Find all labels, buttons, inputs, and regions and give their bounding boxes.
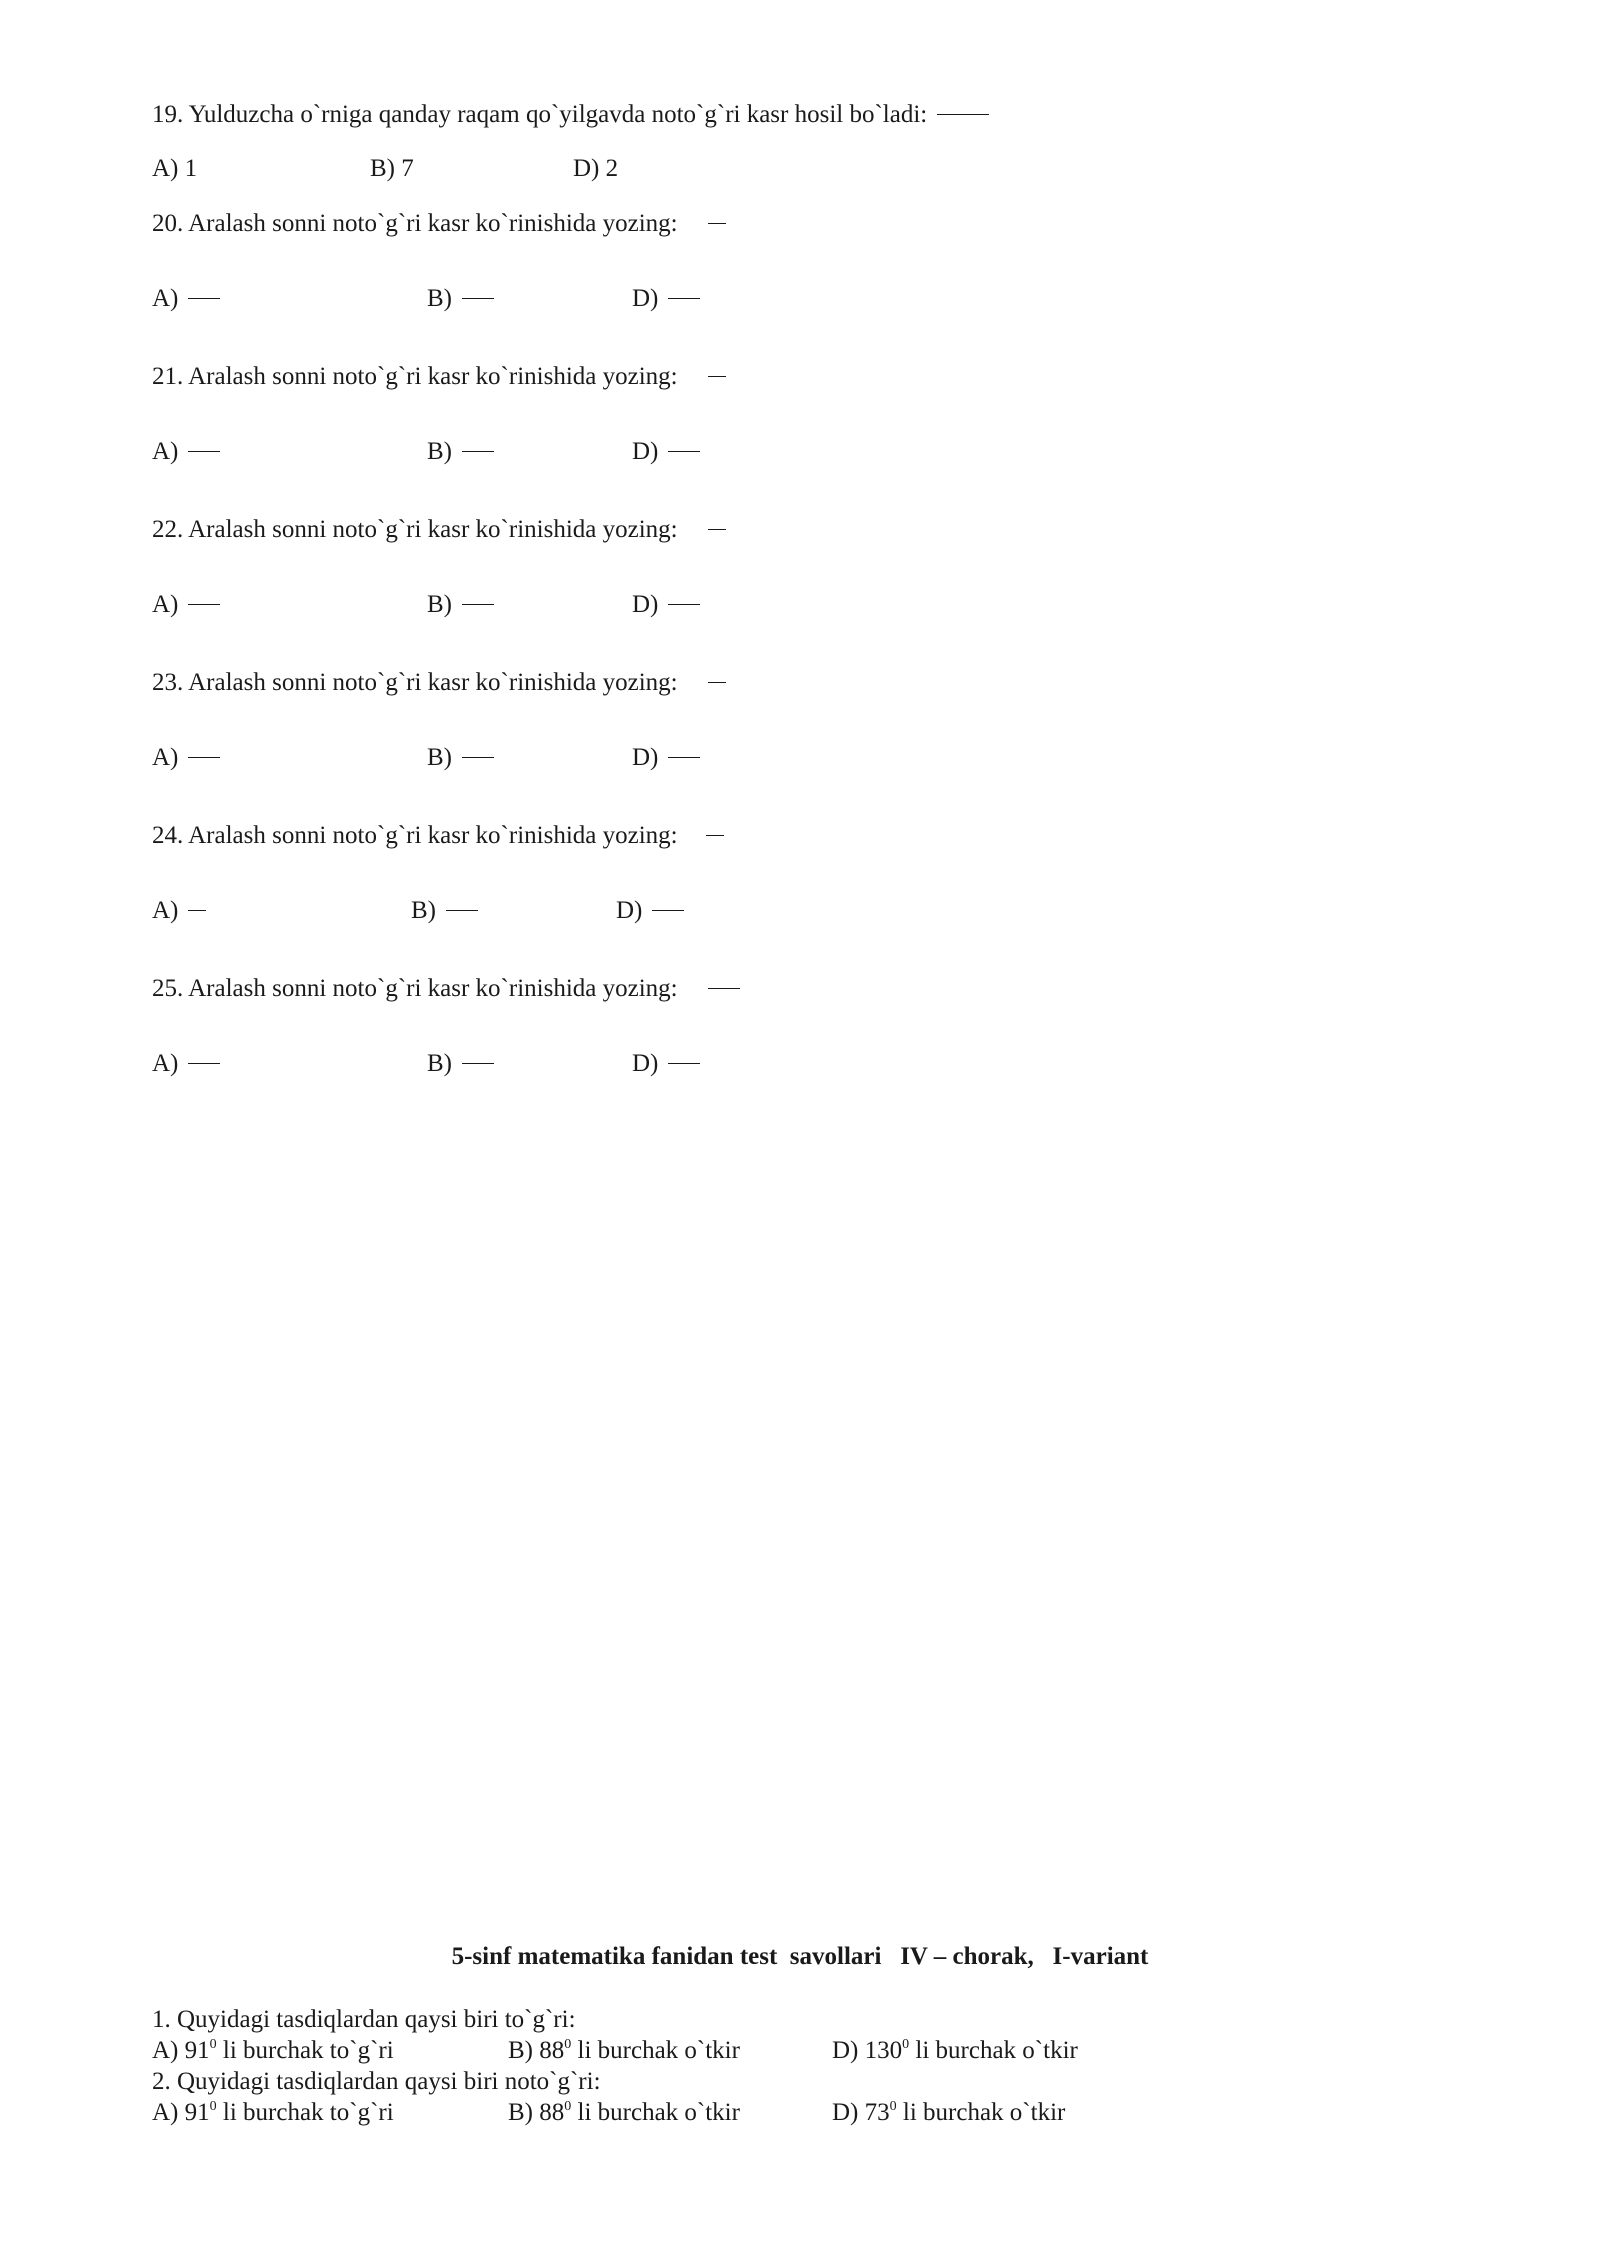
q19-option-d: D) 2 <box>573 155 619 182</box>
q21-option-d: D) <box>632 437 700 467</box>
q21-option-a: A) <box>152 437 220 467</box>
aq2-option-d: D) $73^0$ li burchak o`tkir <box>832 2099 1066 2126</box>
fraction-placeholder <box>937 114 989 115</box>
q20-option-b: B) <box>427 284 494 314</box>
fraction-placeholder <box>708 376 726 377</box>
q23-option-b: B) <box>427 743 494 773</box>
fraction-placeholder <box>708 682 726 683</box>
question-23 <box>152 668 726 698</box>
q25-option-a: A) <box>152 1049 220 1079</box>
q22-option-d: D) <box>632 590 700 620</box>
aq1-option-b: B) $88^0$ li burchak o`tkir <box>508 2037 740 2064</box>
question-20 <box>152 209 726 239</box>
question-25 <box>152 974 740 1004</box>
fraction-placeholder <box>708 223 726 224</box>
aq1-option-a: A) $91^0$ li burchak to`g`ri <box>152 2037 394 2064</box>
q24-option-a: A) <box>152 896 206 926</box>
fraction-placeholder <box>706 835 724 836</box>
question-22-text: 22. Aralash sonni noto`g`ri kasr ko`rinishida yozing: <box>152 516 678 543</box>
section-title: 5-sinf matematika fanidan test savollari IV – chorak, I-variant <box>451 1943 1149 1970</box>
question-20-text: 20. Aralash sonni noto`g`ri kasr ko`rinishida yozing: <box>152 210 678 237</box>
q24-option-d: D) <box>616 896 684 926</box>
q20-option-a: A) <box>152 284 220 314</box>
question-24-text: 24. Aralash sonni noto`g`ri kasr ko`rinishida yozing: <box>152 822 678 849</box>
q25-option-b: B) <box>427 1049 494 1079</box>
q23-option-d: D) <box>632 743 700 773</box>
q24-option-b: B) <box>411 896 478 926</box>
q19-option-b: B) 7 <box>370 155 414 182</box>
aq2-option-a: A) $91^0$ li burchak to`g`ri <box>152 2099 394 2126</box>
q23-option-a: A) <box>152 743 220 773</box>
q22-option-b: B) <box>427 590 494 620</box>
question-21 <box>152 362 726 392</box>
q20-option-d: D) <box>632 284 700 314</box>
angle-question-1: 1. Quyidagi tasdiqlardan qaysi biri to`g`ri: <box>152 2006 576 2033</box>
question-23-text: 23. Aralash sonni noto`g`ri kasr ko`rinishida yozing: <box>152 669 678 696</box>
q19-option-a: A) 1 <box>152 155 198 182</box>
q22-option-a: A) <box>152 590 220 620</box>
question-19-text: 19. Yulduzcha o`rniga qanday raqam qo`yilgavda noto`g`ri kasr hosil bo`ladi: <box>152 101 928 128</box>
fraction-placeholder <box>708 529 726 530</box>
aq1-option-d: D) $130^0$ li burchak o`tkir <box>832 2037 1078 2064</box>
question-24 <box>152 821 724 851</box>
question-25-text: 25. Aralash sonni noto`g`ri kasr ko`rinishida yozing: <box>152 975 678 1002</box>
question-19 <box>152 100 989 130</box>
question-21-text: 21. Aralash sonni noto`g`ri kasr ko`rinishida yozing: <box>152 363 678 390</box>
aq2-option-b: B) $88^0$ li burchak o`tkir <box>508 2099 740 2126</box>
q25-option-d: D) <box>632 1049 700 1079</box>
angle-question-2: 2. Quyidagi tasdiqlardan qaysi biri noto`g`ri: <box>152 2068 601 2095</box>
question-22 <box>152 515 726 545</box>
q21-option-b: B) <box>427 437 494 467</box>
fraction-placeholder <box>708 988 740 989</box>
